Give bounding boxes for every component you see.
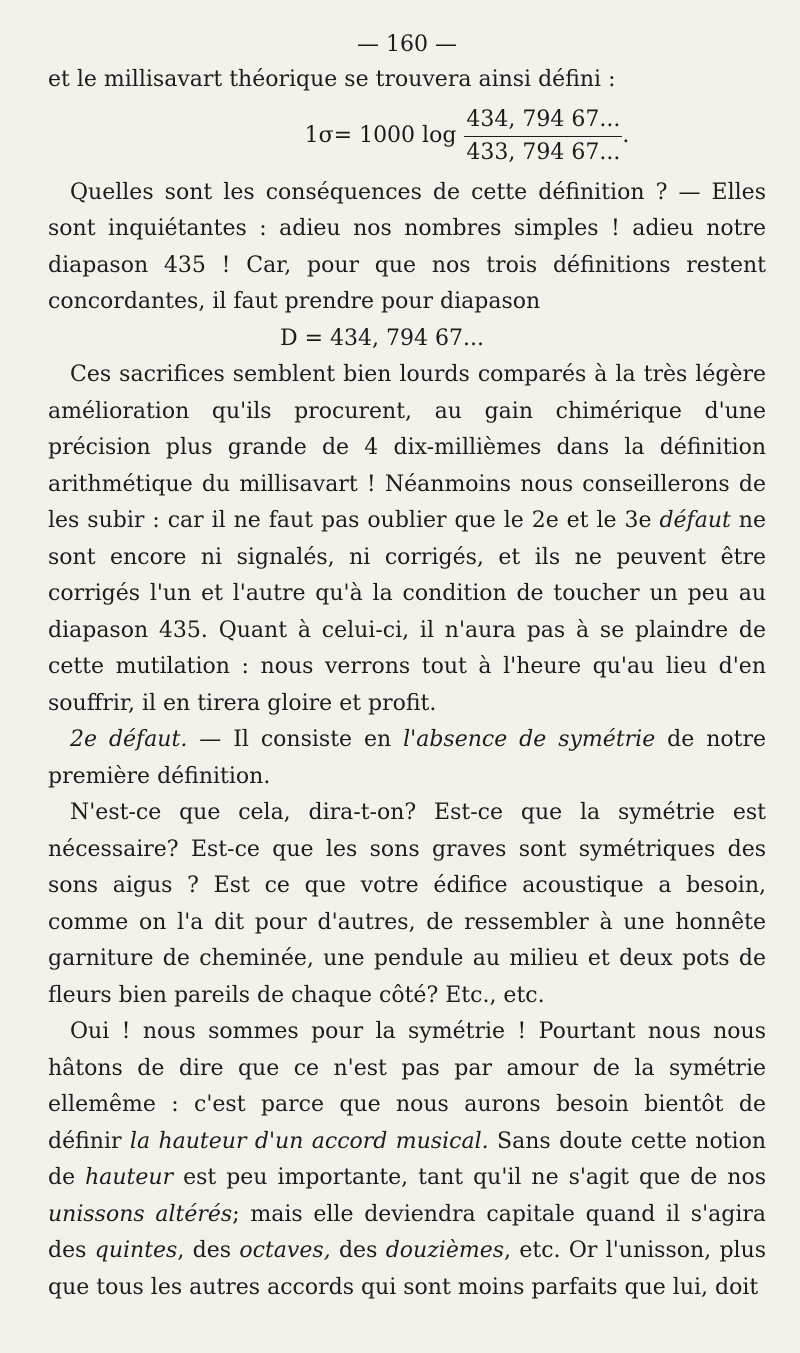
p5-text-f: des: [338, 1238, 378, 1263]
p5-text-g: , etc. Or l'unisson, plus que tous les autres accords qui sont moins parfaits que lui, doit: [48, 1238, 767, 1300]
p5-italic-douziemes: douzièmes: [385, 1238, 505, 1263]
paragraph-second-defaut: [48, 722, 766, 795]
paragraph-symetrie-question: N'est-ce que cela, dira-t-on? Est-ce que la symétrie est nécessaire? Est-ce que les sons graves sont symétriques des sons aigus ? Est ce que votre édifice acoustique a besoin, comme on l'a dit pour d'autres, de ressembler à une honnête garniture de cheminée, une pendule au milieu et deux pots de fleurs bien pareils de chaque côté? Etc., etc.: [48, 800, 766, 1008]
p5-italic-octaves: octaves,: [239, 1238, 331, 1263]
p2-text-a: Ces sacrifices semblent bien lourds comparés à la très légère amélioration qu'ils procurent, au gain chimérique d'une précision plus grande de 4 dix-millièmes dans la définition arithmétique du millisavart ! Néanmoins nous conseillerons de les subir : car il ne faut pas oublier que le 2e et le 3e: [48, 362, 766, 533]
p2-text-b: ne sont encore ni signalés, ni corrigés, et ils ne peuvent être corrigés l'un et l'autre qu'à la condition de toucher un peu au diapason 435. Quant à celui-ci, il n'aura pas à se plaindre de cette mutilation : nous verrons tout à l'heure qu'au lieu d'en souffrir, il en tirera gloire et profit.: [48, 508, 766, 716]
formula-end: .: [622, 123, 630, 149]
formula-lhs: 1σ= 1000 log: [304, 123, 457, 149]
paragraph-sacrifices: [48, 357, 766, 722]
diapason-equation: D = 434, 794 67...: [280, 325, 484, 351]
p5-italic-quintes: quintes: [94, 1238, 178, 1263]
formula-fraction: [464, 104, 622, 169]
p3-italic-heading: 2e défaut.: [70, 727, 188, 752]
p5-text-a: Oui ! nous sommes pour la symétrie ! Pourtant nous nous hâtons de dire que ce n'est pas par amour de la symétrie ellemême : c'est parce que nous aurons besoin bientôt de définir: [48, 1019, 766, 1154]
p5-text-d: ; mais elle deviendra capitale quand il s'agira des: [48, 1201, 766, 1263]
formula-denominator: 433, 794 67...: [466, 140, 621, 165]
intro-line: et le millisavart théorique se trouvera ainsi défini :: [48, 67, 616, 92]
p2-italic-defaut: défaut: [659, 508, 731, 533]
page-number: — 160 —: [357, 32, 457, 57]
p5-text-b: Sans doute cette notion de: [48, 1128, 767, 1190]
p3-text-b: de notre première définition.: [48, 727, 766, 789]
p3-italic-symetrie: l'absence de symétrie: [403, 727, 656, 752]
formula-numerator: 434, 794 67...: [464, 104, 622, 137]
p3-text-a: — Il consiste en: [199, 727, 392, 752]
paragraph-consequences: Quelles sont les conséquences de cette définition ? — Elles sont inquiétantes : adieu nos nombres simples ! adieu notre diapason 435 ! Car, pour que nos trois définitions restent concordantes, il faut prendre pour diapason: [48, 179, 766, 314]
p5-italic-hauteur: hauteur: [85, 1165, 174, 1190]
p5-italic-hauteur-accord: la hauteur d'un accord musical.: [129, 1128, 489, 1154]
p5-italic-unissons: unissons altérés: [48, 1201, 233, 1227]
millisavart-formula: [168, 99, 766, 175]
p5-text-c: est peu importante, tant qu'il ne s'agit que de nos: [183, 1165, 767, 1190]
p5-text-e: , des: [177, 1238, 232, 1263]
paragraph-oui-symetrie: [48, 1014, 766, 1306]
